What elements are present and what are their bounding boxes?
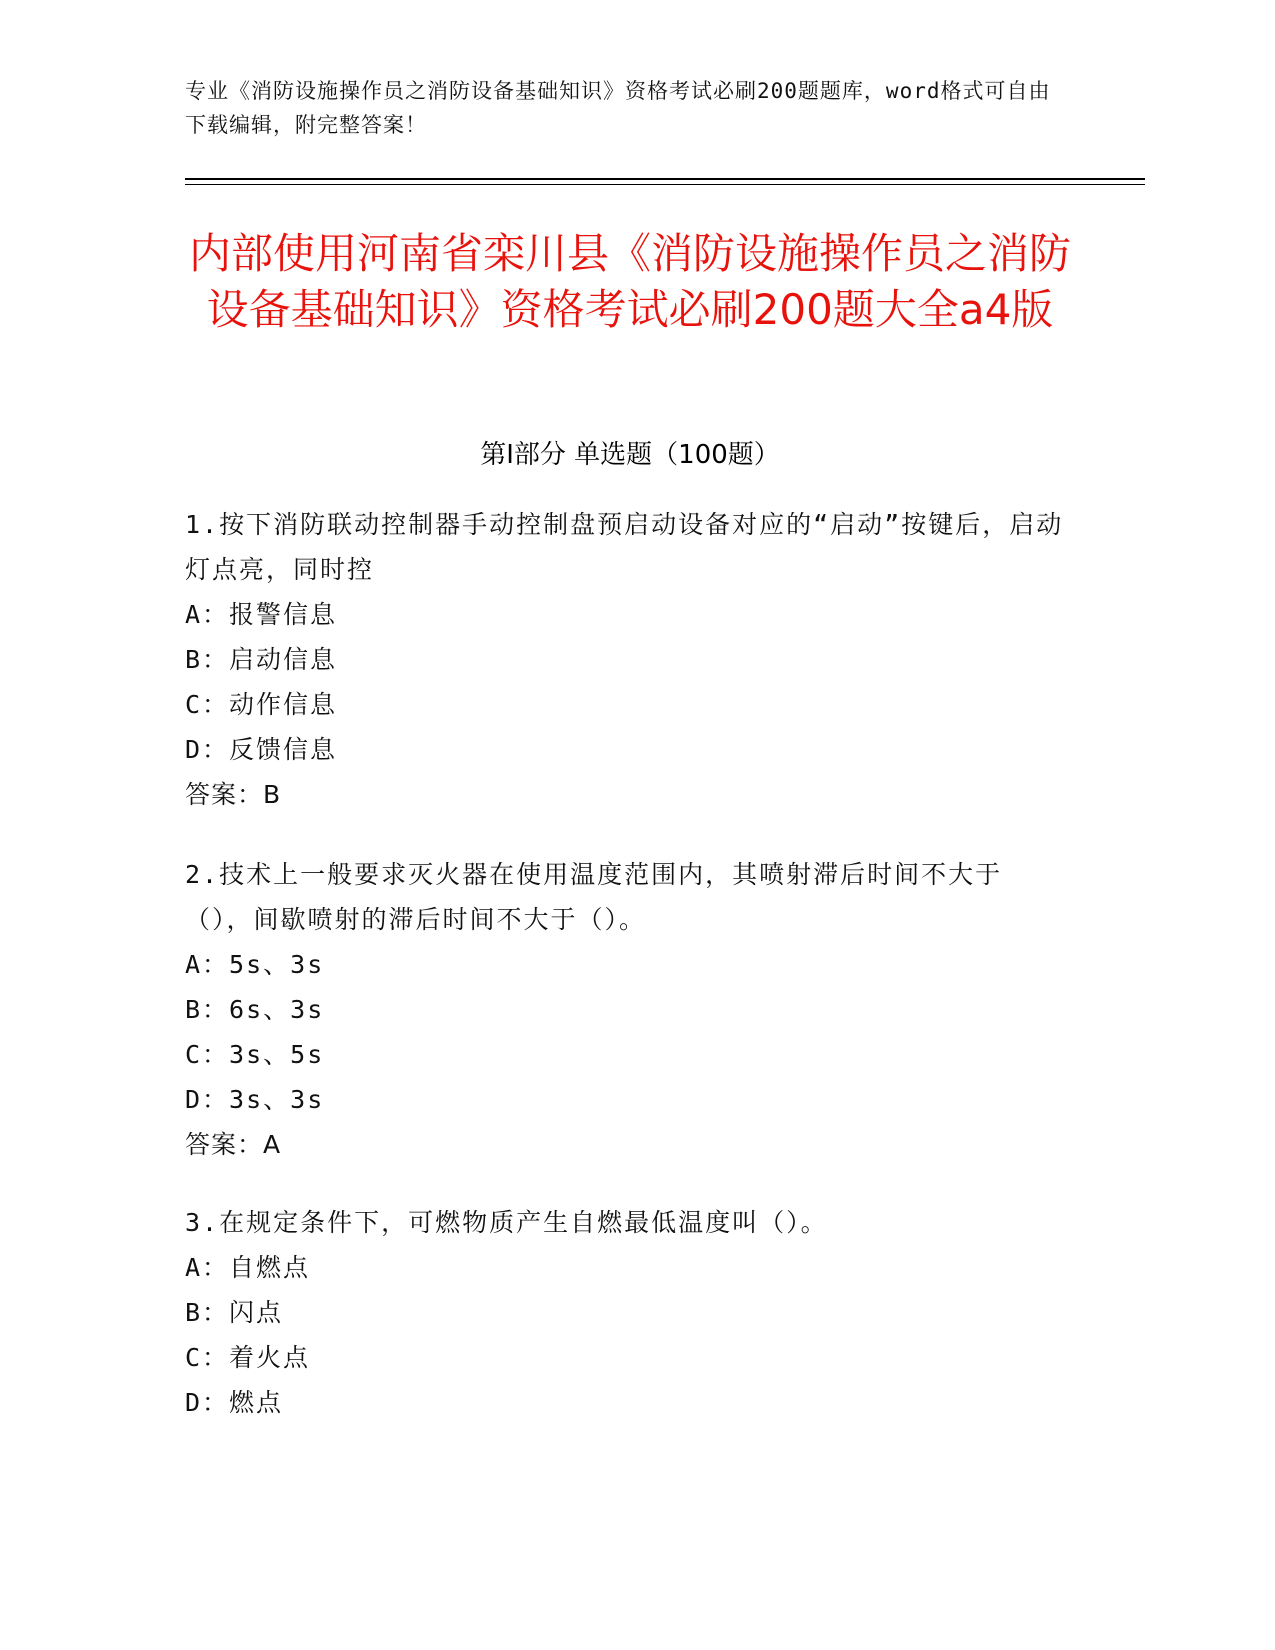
document-title: 内部使用河南省栾川县《消防设施操作员之消防设备基础知识》资格考试必刷200题大全a4版 <box>188 229 1071 334</box>
option-c: C：3s、5s <box>185 1040 325 1069</box>
header-rule-thick <box>185 178 1145 180</box>
option-a: A：自燃点 <box>185 1253 311 1282</box>
question-stem: 2.技术上一般要求灭火器在使用温度范围内，其喷射滞后时间不大于（），间歇喷射的滞后时间不大于（）。 <box>185 860 1003 934</box>
option-b: B：启动信息 <box>185 645 338 674</box>
option-b: B：6s、3s <box>185 995 325 1024</box>
header-rule-thin <box>185 184 1145 185</box>
option-b: B：闪点 <box>185 1298 284 1327</box>
question-stem: 1.按下消防联动控制器手动控制盘预启动设备对应的“启动”按键后，启动灯点亮，同时控 <box>185 510 1064 584</box>
option-d: D：反馈信息 <box>185 735 338 764</box>
answer: 答案：A <box>185 1130 282 1159</box>
header-note: 专业《消防设施操作员之消防设备基础知识》资格考试必刷200题题库，word格式可自由下载编辑，附完整答案！ <box>185 79 1051 137</box>
option-d: D：燃点 <box>185 1388 284 1417</box>
option-a: A：报警信息 <box>185 600 338 629</box>
option-c: C：着火点 <box>185 1343 311 1372</box>
question-2 <box>185 852 1065 1167</box>
option-d: D：3s、3s <box>185 1085 325 1114</box>
question-stem: 3.在规定条件下，可燃物质产生自燃最低温度叫（）。 <box>185 1208 828 1237</box>
question-1 <box>185 502 1065 817</box>
section-heading: 第Ⅰ部分 单选题（100题） <box>480 440 780 470</box>
option-c: C：动作信息 <box>185 690 338 719</box>
option-a: A：5s、3s <box>185 950 325 979</box>
answer: 答案：B <box>185 780 282 809</box>
question-3 <box>185 1200 1065 1425</box>
